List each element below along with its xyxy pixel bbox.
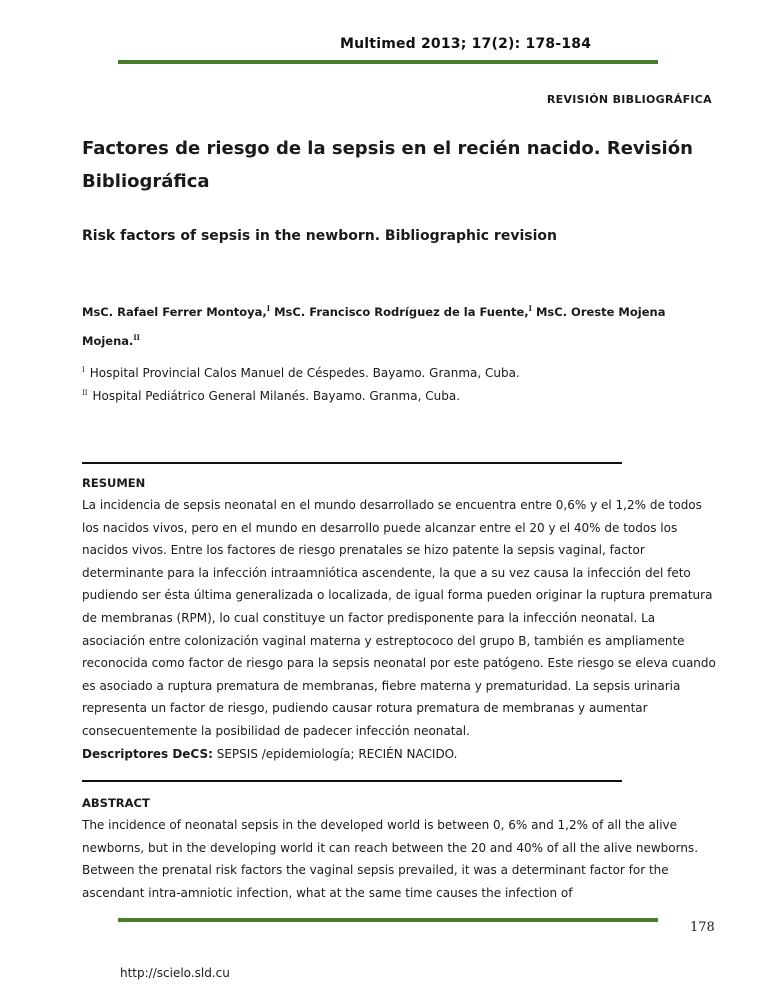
footer-rule [118, 918, 658, 922]
journal-reference: Multimed 2013; 17(2): 178-184 [340, 36, 592, 52]
resumen-heading: RESUMEN [82, 476, 146, 490]
descriptors-text: SEPSIS /epidemiología; RECIÉN NACIDO. [216, 746, 458, 761]
article-title: Factores de riesgo de la sepsis en el recién nacido. Revisión Bibliográfica [82, 138, 693, 192]
page-number: 178 [690, 920, 715, 935]
affiliation-mark: II [82, 389, 88, 397]
abstract-heading: ABSTRACT [82, 796, 150, 810]
affiliation-mark: I [266, 304, 271, 313]
author-name: MsC. Francisco Rodríguez de la Fuente, [274, 304, 529, 319]
affiliation-mark: I [528, 304, 532, 313]
divider [82, 462, 622, 464]
author-name: MsC. Rafael Ferrer Montoya, [82, 304, 267, 319]
affiliation-1 [82, 366, 520, 380]
affiliation-mark: I [82, 366, 85, 374]
footer-url[interactable]: http://scielo.sld.cu [120, 966, 230, 980]
author-name: MsC. Oreste Mojena Mojena. [82, 304, 666, 348]
affiliation-text: Hospital Provincial Calos Manuel de Céspedes. Bayamo. Granma, Cuba. [89, 366, 520, 380]
affiliation-text: Hospital Pediátrico General Milanés. Bayamo. Granma, Cuba. [92, 389, 461, 403]
affiliation-mark: II [133, 332, 140, 342]
author-list [82, 296, 702, 354]
abstract-body: The incidence of neonatal sepsis in the developed world is between 0, 6% and 1,2% of all the alive newborns, but in the developing world it can reach between the 20 and 40% of all the alive newborns. Between the prenatal risk factors the vaginal sepsis prevailed, it was a determinant factor for the ascendant intra-amniotic infection, what at the same time causes the infection of [82, 818, 699, 900]
header-rule [118, 60, 658, 64]
article-subtitle: Risk factors of sepsis in the newborn. Bibliographic revision [82, 228, 557, 244]
descriptors-label: Descriptores DeCS: [82, 746, 213, 761]
divider [82, 780, 622, 782]
resumen-text: La incidencia de sepsis neonatal en el mundo desarrollado se encuentra entre 0,6% y el 1,2% de todos los nacidos vivos, pero en el mundo en desarrollo puede alcanzar entre el 20 y el 40% de todos los nacidos vivos. Entre los factores de riesgo prenatales se hizo patente la sepsis vaginal, factor determinante para la infección intraamniótica ascendente, la que a su vez causa la infección del feto pudiendo ser ésta última generalizada o localizada, de igual forma pueden originar la ruptura prematura de membranas (RPM), lo cual constituye un factor predisponente para la infección neonatal. La asociación entre colonización vaginal materna y estreptococo del grupo B, también es ampliamente reconocida como factor de riesgo para la sepsis neonatal por este patógeno. Este riesgo se eleva cuando es asociado a ruptura prematura de membranas, fiebre materna y prematuridad. La sepsis urinaria representa un factor de riesgo, pudiendo causar rotura prematura de membranas y aumentar consecuentemente la posibilidad de padecer infección neonatal. [82, 498, 716, 738]
resumen-body [82, 494, 722, 765]
affiliation-2 [82, 389, 460, 403]
section-label: REVISIÓN BIBLIOGRÁFICA [546, 93, 712, 106]
